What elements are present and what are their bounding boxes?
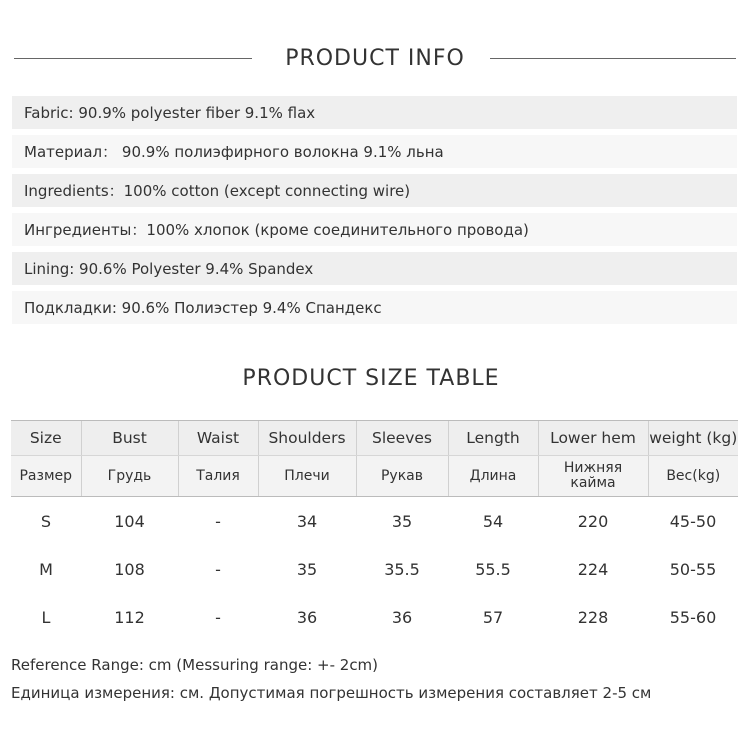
cell-length: 57	[482, 607, 504, 627]
info-row-ingredients-ru: Ингредиенты：100% хлопок (кроме соединительного провода)	[12, 213, 737, 246]
cell-shoulders: 34	[296, 511, 318, 531]
table-row	[11, 497, 738, 546]
heading-divider-right	[490, 58, 736, 59]
cell-lower-hem: 224	[577, 559, 609, 579]
col-header-lower-hem-ru: Нижняя кайма	[538, 456, 648, 497]
col-header-bust-ru: Грудь	[81, 456, 178, 497]
table-row	[11, 593, 738, 641]
cell-bust: 112	[114, 607, 145, 627]
cell-weight: 55-60	[669, 607, 717, 627]
cell-size: M	[39, 559, 53, 579]
info-row-fabric-ru: Материал： 90.9% полиэфирного волокна 9.1% льна	[12, 135, 737, 168]
size-table-heading: PRODUCT SIZE TABLE	[242, 366, 500, 391]
header-row-english	[11, 421, 738, 456]
info-row-lining-ru: Подкладки: 90.6% Полиэстер 9.4% Спандекс	[12, 291, 737, 324]
info-row-fabric-en: Fabric: 90.9% polyester fiber 9.1% flax	[12, 96, 737, 129]
cell-size: S	[40, 511, 52, 531]
cell-weight: 45-50	[669, 511, 717, 531]
cell-sleeves: 36	[391, 607, 413, 627]
table-row	[11, 545, 738, 593]
col-header-length-ru: Длина	[448, 456, 538, 497]
cell-sleeves: 35	[391, 511, 413, 531]
cell-weight: 50-55	[669, 559, 717, 579]
cell-waist: -	[215, 607, 221, 627]
col-header-weight: weight (kg)	[648, 421, 738, 456]
cell-waist: -	[215, 511, 221, 531]
cell-length: 55.5	[475, 559, 511, 579]
col-header-shoulders: Shoulders	[258, 421, 356, 456]
col-header-sleeves: Sleeves	[356, 421, 448, 456]
info-row-ingredients-en: Ingredients：100% cotton (except connecting wire)	[12, 174, 737, 207]
cell-bust: 104	[114, 511, 145, 531]
col-header-weight-ru: Вес(kg)	[648, 456, 738, 497]
cell-length: 54	[482, 511, 504, 531]
col-header-waist-ru: Талия	[178, 456, 258, 497]
product-info-list	[12, 96, 737, 330]
cell-sleeves: 35.5	[384, 559, 420, 579]
cell-shoulders: 36	[296, 607, 318, 627]
col-header-shoulders-ru: Плечи	[258, 456, 356, 497]
cell-lower-hem: 228	[577, 607, 609, 627]
col-header-lower-hem: Lower hem	[538, 421, 648, 456]
col-header-size: Size	[11, 421, 81, 456]
size-table	[11, 420, 738, 641]
header-row-russian	[11, 456, 738, 497]
col-header-size-ru: Размер	[11, 456, 81, 497]
col-header-waist: Waist	[178, 421, 258, 456]
cell-bust: 108	[114, 559, 145, 579]
cell-lower-hem: 220	[577, 511, 609, 531]
product-info-heading: PRODUCT INFO	[285, 46, 465, 71]
cell-shoulders: 35	[296, 559, 318, 579]
measurement-tolerance-note: Единица измерения: см. Допустимая погрешность измерения составляет 2-5 см	[11, 684, 652, 702]
cell-waist: -	[215, 559, 221, 579]
info-row-lining-en: Lining: 90.6% Polyester 9.4% Spandex	[12, 252, 737, 285]
cell-size: L	[41, 607, 51, 627]
col-header-sleeves-ru: Рукав	[356, 456, 448, 497]
col-header-bust: Bust	[81, 421, 178, 456]
reference-range-note: Reference Range: cm (Messuring range: +- 2cm)	[11, 656, 379, 674]
col-header-length: Length	[448, 421, 538, 456]
